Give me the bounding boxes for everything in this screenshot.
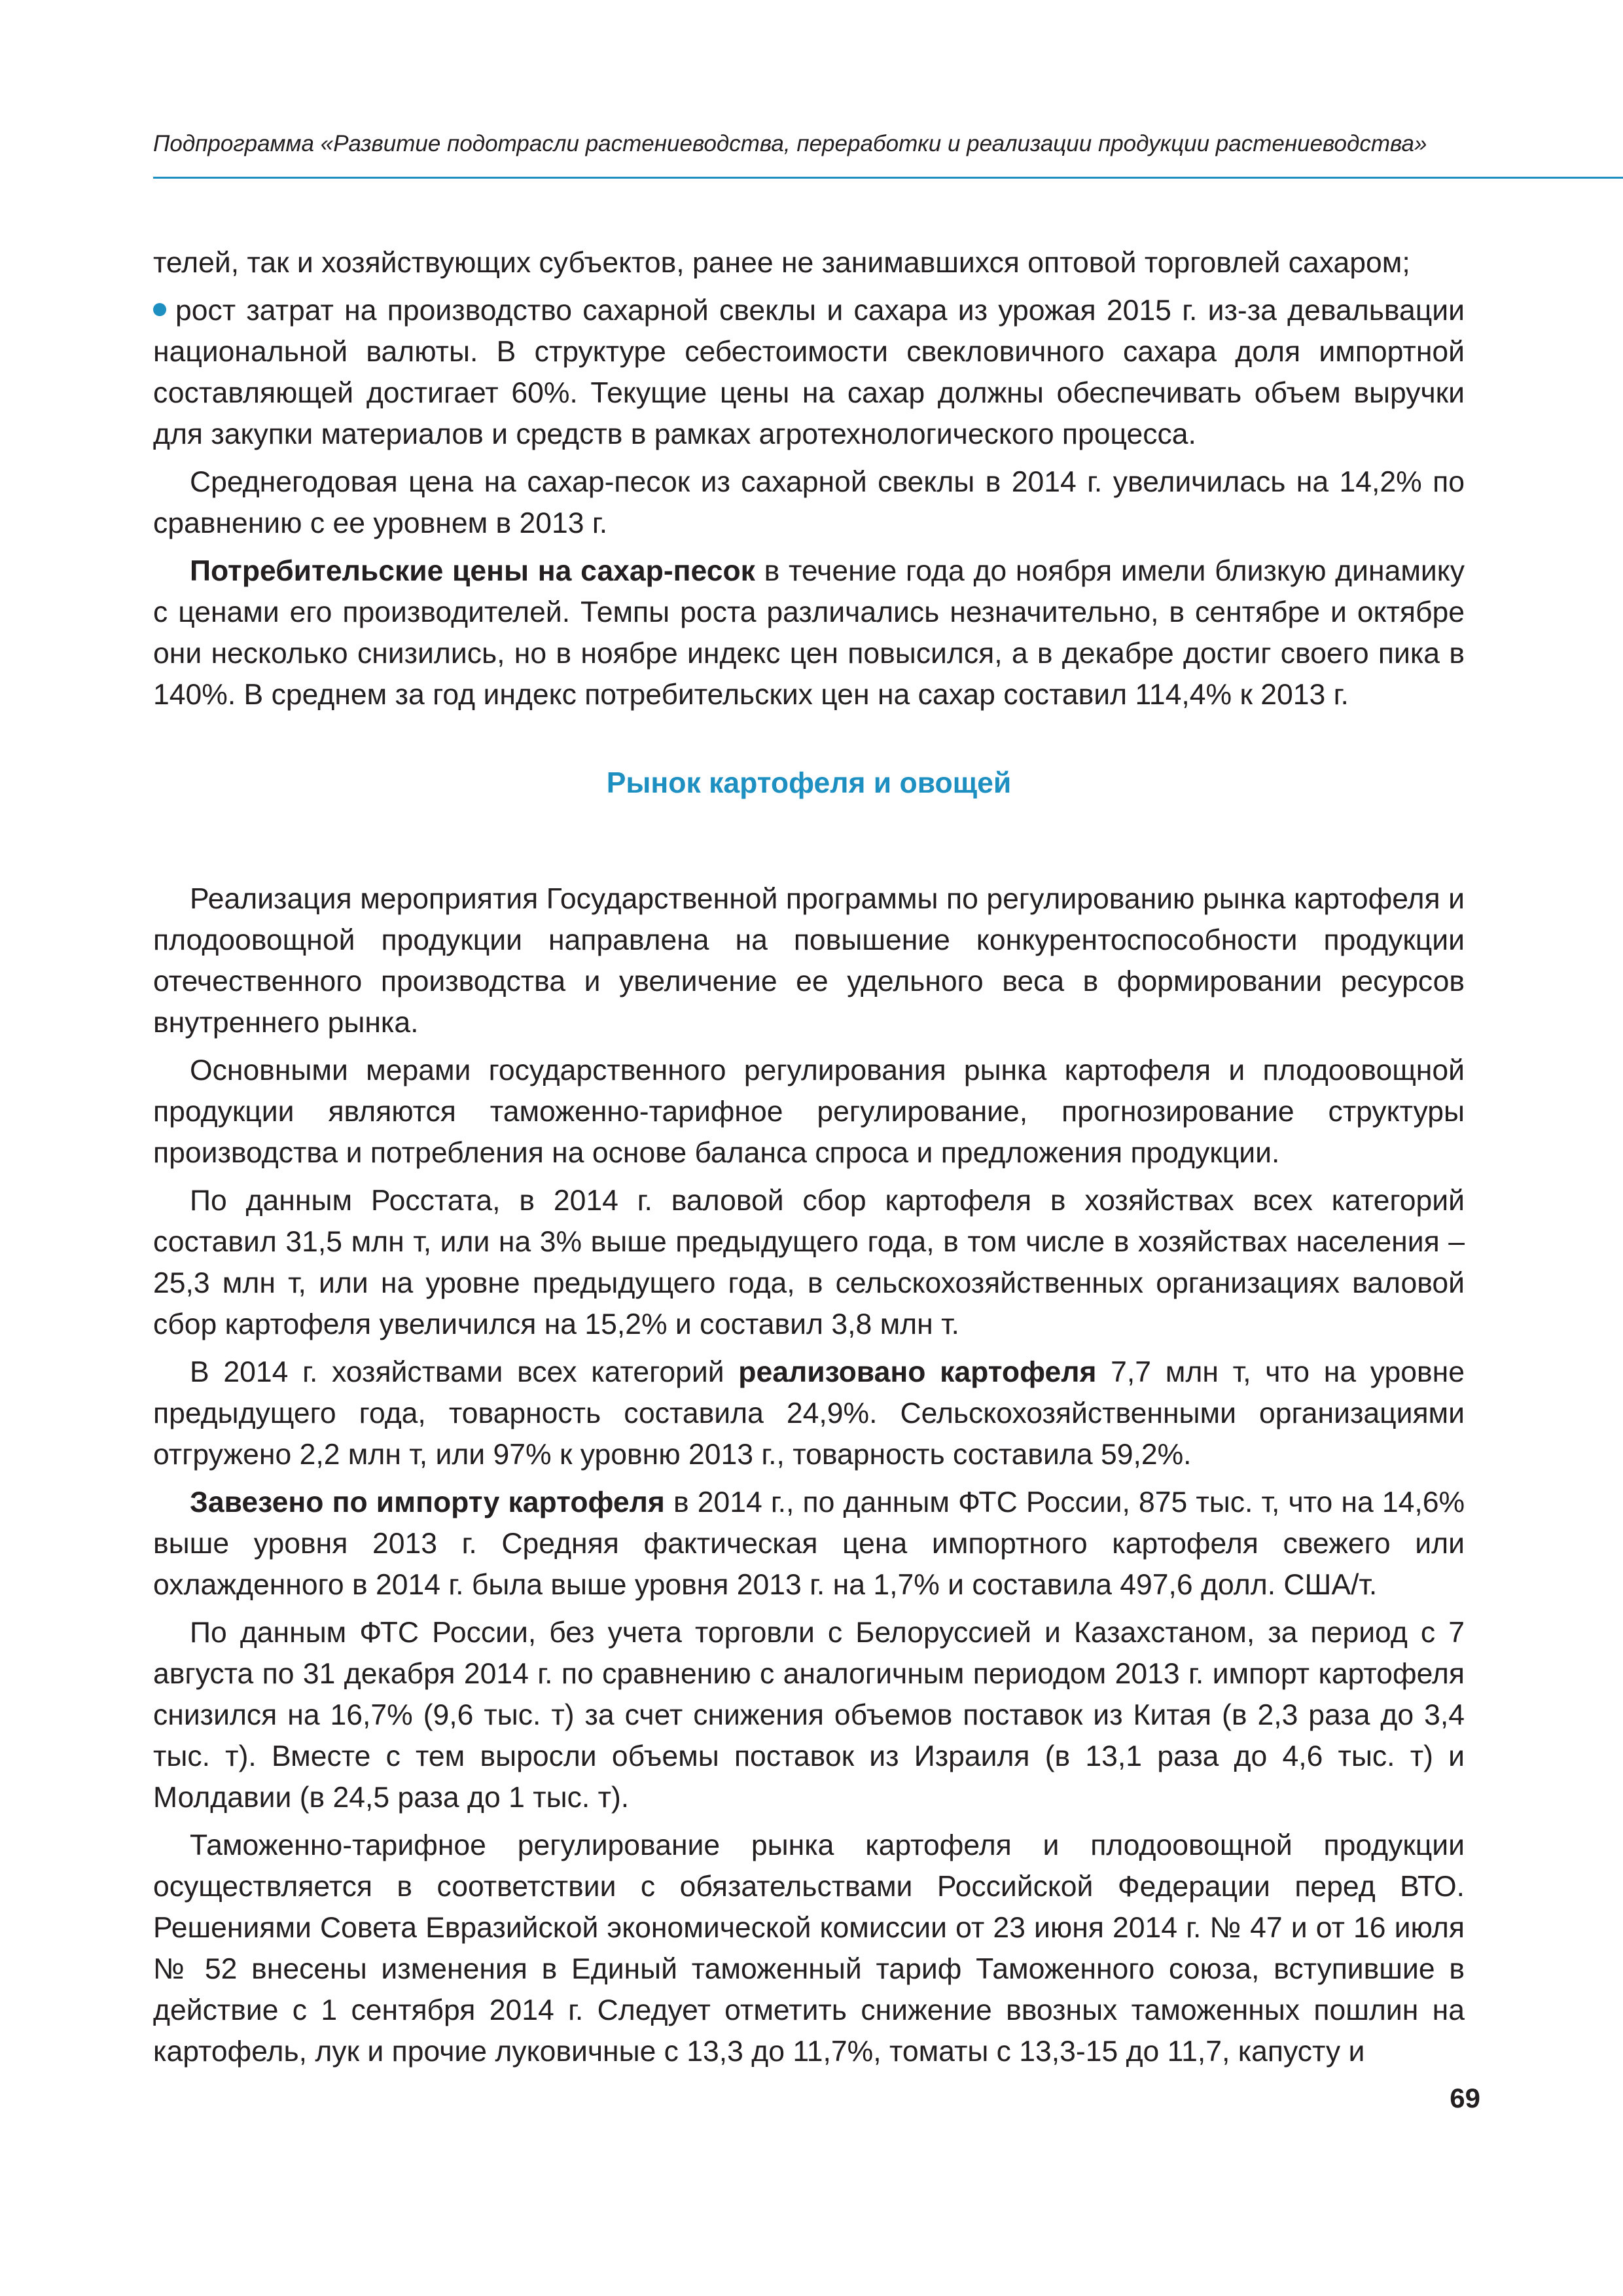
paragraph-text: В 2014 г. хозяйствами всех категорий: [190, 1356, 739, 1388]
running-header-title: Подпрограмма «Развитие подотрасли растениеводства, переработки и реализации продукции растениеводства»: [153, 131, 1427, 156]
page-body: [153, 242, 1465, 2072]
section-heading: Рынок картофеля и овощей: [606, 767, 1012, 799]
paragraph-program: Реализация мероприятия Государственной программы по регулированию рынка картофеля и плодоовощной продукции направлена на повышение конкурентоспособности продукции отечественного производства и увеличение ее удельного веса в формировании ресурсов внутреннего рынка.: [153, 883, 1465, 1039]
bullet-icon: [153, 303, 166, 316]
bold-term: реализовано картофеля: [738, 1356, 1097, 1388]
paragraph-rosstat: По данным Росстата, в 2014 г. валовой сбор картофеля в хозяйствах всех категорий составил 31,5 млн т, или на 3% выше предыдущего года, в том числе в хозяйствах населения – 25,3 млн т, или на уровне предыдущего года, в сельскохозяйственных организациях валовой сбор картофеля увеличился на 15,2% и составил 3,8 млн т.: [153, 1185, 1465, 1340]
bold-term: Потребительские цены на сахар-песок: [190, 555, 755, 587]
paragraph-text: в 2014 г., по данным ФТС России, 875 тыс. т, что на 14,6% выше уровня 2013 г. Средняя фактическая цена импортного картофеля свежего или охлажденного в 2014 г. была выше уровня 2013 г. на 1,7% и составила 497,6 долл. США/т.: [153, 1486, 1465, 1601]
paragraph-text: 7,7 млн т, что на уровне предыдущего года, товарность составила 24,9%. Сельскохозяйственными организациями отгружено 2,2 млн т, или 97% к уровню 2013 г., товарность составила 59,2%.: [153, 1356, 1465, 1471]
paragraph-regulation: Основными мерами государственного регулирования рынка картофеля и плодоовощной продукции являются таможенно-тарифное регулирование, прогнозирование структуры производства и потребления на основе баланса спроса и предложения продукции.: [153, 1054, 1465, 1169]
bold-term: Завезено по импорту картофеля: [190, 1486, 665, 1518]
paragraph-continuation: телей, так и хозяйствующих субъектов, ранее не занимавшихся оптовой торговлей сахаром;: [153, 247, 1410, 279]
bullet-item: [153, 290, 1465, 455]
paragraph-consumer-prices: [153, 550, 1465, 715]
paragraph-sold: [153, 1352, 1465, 1475]
paragraph-tariff: Таможенно-тарифное регулирование рынка картофеля и плодоовощной продукции осуществляется в соответствии с обязательствами Российской Федерации перед ВТО. Решениями Совета Евразийской экономической комиссии от 23 июня 2014 г. № 47 и от 16 июля № 52 внесены изменения в Единый таможенный тариф Таможенного союза, вступившие в действие с 1 сентября 2014 г. Следует отметить снижение ввозных таможенных пошлин на картофель, лук и прочие луковичные с 13,3 до 11,7%, томаты с 13,3-15 до 11,7, капусту и: [153, 1829, 1465, 2068]
page-number: 69: [1450, 2083, 1480, 2113]
paragraph-sugar-price: Среднегодовая цена на сахар-песок из сахарной свеклы в 2014 г. увеличилась на 14,2% по сравнению с ее уровнем в 2013 г.: [153, 466, 1465, 539]
bullet-text: рост затрат на производство сахарной свеклы и сахара из урожая 2015 г. из-за девальвации национальной валюты. В структуре себестоимости свекловичного сахара доля импортной составляющей достигает 60%. Текущие цены на сахар должны обеспечивать объем выручки для закупки материалов и средств в рамках агротехнологического процесса.: [153, 295, 1465, 450]
header-rule: [153, 177, 1623, 179]
paragraph-fts: По данным ФТС России, без учета торговли с Белоруссией и Казахстаном, за период с 7 августа по 31 декабря 2014 г. по сравнению с аналогичным периодом 2013 г. импорт картофеля снизился на 16,7% (9,6 тыс. т) за счет снижения объемов поставок из Китая (в 2,3 раза до 3,4 тыс. т). Вместе с тем выросли объемы поставок из Израиля (в 13,1 раза до 4,6 тыс. т) и Молдавии (в 24,5 раза до 1 тыс. т).: [153, 1617, 1465, 1814]
paragraph-import: [153, 1482, 1465, 1605]
paragraph-text: в течение года до ноября имели близкую динамику с ценами его производителей. Темпы роста различались незначительно, в сентябре и октябре они несколько снизились, но в ноябре индекс цен повысился, а в декабре достиг своего пика в 140%. В среднем за год индекс потребительских цен на сахар составил 114,4% к 2013 г.: [153, 555, 1465, 711]
